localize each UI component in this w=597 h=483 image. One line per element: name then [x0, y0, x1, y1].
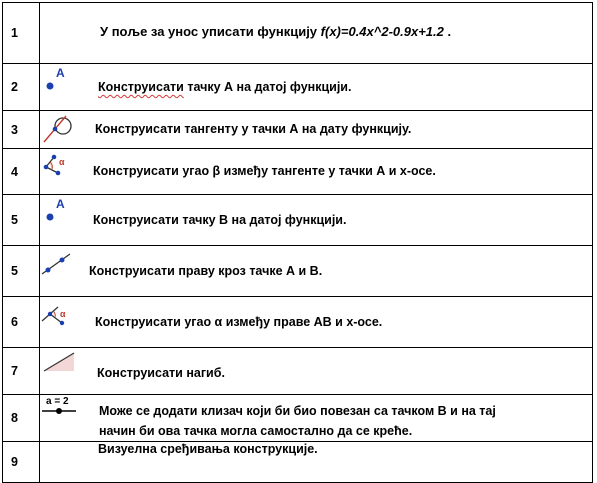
table-row: [3, 3, 593, 64]
step-cell: [40, 195, 593, 246]
step-number: 6: [3, 297, 40, 348]
step-cell: [40, 149, 593, 195]
table-row: [3, 111, 593, 149]
step-number: 4: [3, 149, 40, 195]
line-angle-icon: [40, 301, 78, 333]
step-cell: [40, 442, 593, 483]
step-text-line2: начин би ова тачка могла самостално да се креће.: [99, 424, 413, 438]
step-text-line1: Може се додати клизач који би био повезан са тачком B и на тај: [99, 404, 496, 418]
step-number: 7: [3, 348, 40, 395]
function-formula: f(x)=0.4x^2-0.9x+1.2: [320, 24, 444, 39]
step-text: [98, 80, 351, 94]
step-text: Конструисати угао β између тангенте у тачки А и x-осе.: [93, 164, 436, 178]
slope-icon: [40, 351, 80, 375]
point-icon: [40, 66, 80, 94]
step-cell: [40, 348, 593, 395]
table-row: [3, 395, 593, 442]
table-row: [3, 195, 593, 246]
step-number: 3: [3, 111, 40, 149]
step-text: Визуелна сређивања конструкције.: [98, 442, 318, 456]
step-text: Конструисати угао α између праве АB и x-осе.: [95, 315, 383, 329]
table-row: [3, 64, 593, 111]
step-number: 8: [3, 395, 40, 442]
point-icon: [40, 197, 80, 225]
step-text: Конструисати тачку B на датој функцији.: [93, 213, 347, 227]
table-row: [3, 442, 593, 483]
step-cell: [40, 297, 593, 348]
angle-icon-label: α: [59, 157, 65, 167]
step-text-squiggle: Конструисати: [98, 80, 184, 94]
step-text-rest: тачку А на датој функцији.: [183, 80, 352, 94]
step-cell: [40, 64, 593, 111]
angle-icon: [40, 151, 76, 183]
step-text-pre: У поље за унос уписати функцију: [100, 24, 321, 39]
step-cell: [40, 111, 593, 149]
step-number: 5: [3, 246, 40, 297]
point-icon-label: A: [56, 197, 65, 211]
step-text: Конструисати праву кроз тачке А и B.: [89, 264, 323, 278]
step-text: [99, 401, 496, 441]
line-icon: [40, 250, 76, 280]
point-icon-label: A: [56, 66, 65, 80]
table-row: [3, 348, 593, 395]
step-cell: [40, 395, 593, 442]
instruction-table: [2, 2, 593, 483]
angle-icon-label: α: [60, 309, 66, 319]
step-text: [100, 24, 451, 39]
tangent-icon: [42, 113, 78, 145]
step-number: 5: [3, 195, 40, 246]
step-cell: [40, 246, 593, 297]
table-row: [3, 297, 593, 348]
step-number: 1: [3, 3, 40, 64]
step-number: 2: [3, 64, 40, 111]
step-text: Конструисати нагиб.: [97, 366, 225, 380]
step-text: Конструисати тангенту у тачки А на дату функцију.: [95, 122, 412, 136]
slider-icon-label: a = 2: [46, 396, 69, 407]
step-number: 9: [3, 442, 40, 483]
table-row: [3, 246, 593, 297]
table-row: [3, 149, 593, 195]
step-cell: [40, 3, 593, 64]
step-text-post: .: [443, 24, 452, 39]
slider-icon: [40, 395, 84, 417]
